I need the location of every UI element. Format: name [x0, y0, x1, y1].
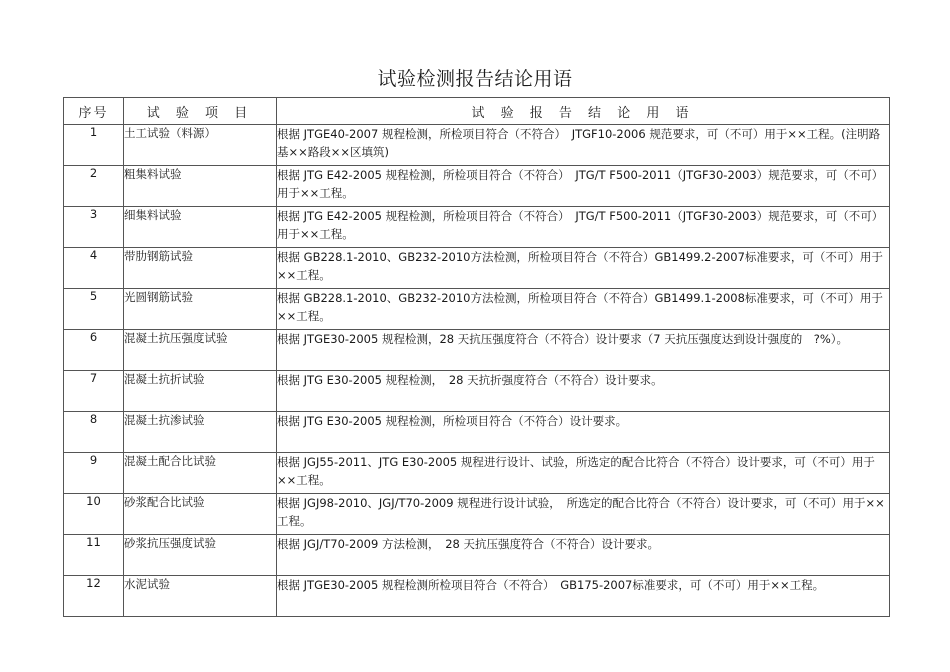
test-item: 细集料试验	[124, 207, 277, 248]
test-item: 混凝土配合比试验	[124, 453, 277, 494]
conclusion-text: 根据 JGJ55-2011、JTG E30-2005 规程进行设计、试验，所选定的配合比符合（不符合）设计要求，可（不可）用于××工程。	[277, 453, 890, 494]
test-item: 混凝土抗渗试验	[124, 412, 277, 453]
conclusion-text: 根据 JTG E42-2005 规程检测，所检项目符合（不符合） JTG/T F500-2011（JTGF30-2003）规范要求，可（不可）用于××工程。	[277, 207, 890, 248]
conclusion-text: 根据 JTGE40-2007 规程检测，所检项目符合（不符合） JTGF10-2006 规范要求，可（不可）用于××工程。(注明路基××路段××区填筑)	[277, 125, 890, 166]
conclusion-text: 根据 GB228.1-2010、GB232-2010方法检测，所检项目符合（不符合）GB1499.2-2007标准要求，可（不可）用于××工程。	[277, 248, 890, 289]
row-number: 9	[64, 453, 124, 494]
conclusion-text: 根据 JTGE30-2005 规程检测所检项目符合（不符合） GB175-2007标准要求，可（不可）用于××工程。	[277, 576, 890, 617]
table-row	[64, 125, 890, 166]
conclusion-text: 根据 JTGE30-2005 规程检测，28 天抗压强度符合（不符合）设计要求（7 天抗压强度达到设计强度的 ?%）。	[277, 330, 890, 371]
header-desc: 试 验 报 告 结 论 用 语	[277, 98, 890, 125]
row-number: 8	[64, 412, 124, 453]
test-item: 水泥试验	[124, 576, 277, 617]
row-number: 2	[64, 166, 124, 207]
table-row	[64, 371, 890, 412]
row-number: 10	[64, 494, 124, 535]
test-item: 砂浆配合比试验	[124, 494, 277, 535]
test-item: 带肋钢筋试验	[124, 248, 277, 289]
conclusion-text: 根据 JGJ98-2010、JGJ/T70-2009 规程进行设计试验， 所选定的配合比符合（不符合）设计要求，可（不可）用于××工程。	[277, 494, 890, 535]
header-no: 序号	[64, 98, 124, 125]
conclusion-text: 根据 JGJ/T70-2009 方法检测， 28 天抗压强度符合（不符合）设计要求。	[277, 535, 890, 576]
table-header-row	[64, 98, 890, 125]
header-item: 试 验 项 目	[124, 98, 277, 125]
row-number: 7	[64, 371, 124, 412]
table-row	[64, 330, 890, 371]
page-title: 试验检测报告结论用语	[377, 68, 573, 90]
table-row	[64, 207, 890, 248]
report-table	[63, 97, 890, 617]
test-item: 粗集料试验	[124, 166, 277, 207]
test-item: 砂浆抗压强度试验	[124, 535, 277, 576]
row-number: 6	[64, 330, 124, 371]
conclusion-text: 根据 JTG E30-2005 规程检测， 28 天抗折强度符合（不符合）设计要求。	[277, 371, 890, 412]
test-item: 土工试验（料源）	[124, 125, 277, 166]
test-item: 混凝土抗折试验	[124, 371, 277, 412]
table-row	[64, 535, 890, 576]
table-row	[64, 494, 890, 535]
table-row	[64, 166, 890, 207]
row-number: 11	[64, 535, 124, 576]
table-row	[64, 412, 890, 453]
test-item: 混凝土抗压强度试验	[124, 330, 277, 371]
row-number: 5	[64, 289, 124, 330]
conclusion-text: 根据 GB228.1-2010、GB232-2010方法检测，所检项目符合（不符合）GB1499.1-2008标准要求，可（不可）用于××工程。	[277, 289, 890, 330]
row-number: 4	[64, 248, 124, 289]
conclusion-text: 根据 JTG E42-2005 规程检测，所检项目符合（不符合） JTG/T F500-2011（JTGF30-2003）规范要求，可（不可）用于××工程。	[277, 166, 890, 207]
row-number: 12	[64, 576, 124, 617]
conclusion-text: 根据 JTG E30-2005 规程检测，所检项目符合（不符合）设计要求。	[277, 412, 890, 453]
table-row	[64, 248, 890, 289]
test-item: 光圆钢筋试验	[124, 289, 277, 330]
row-number: 1	[64, 125, 124, 166]
row-number: 3	[64, 207, 124, 248]
table-row	[64, 453, 890, 494]
table-row	[64, 576, 890, 617]
table-row	[64, 289, 890, 330]
